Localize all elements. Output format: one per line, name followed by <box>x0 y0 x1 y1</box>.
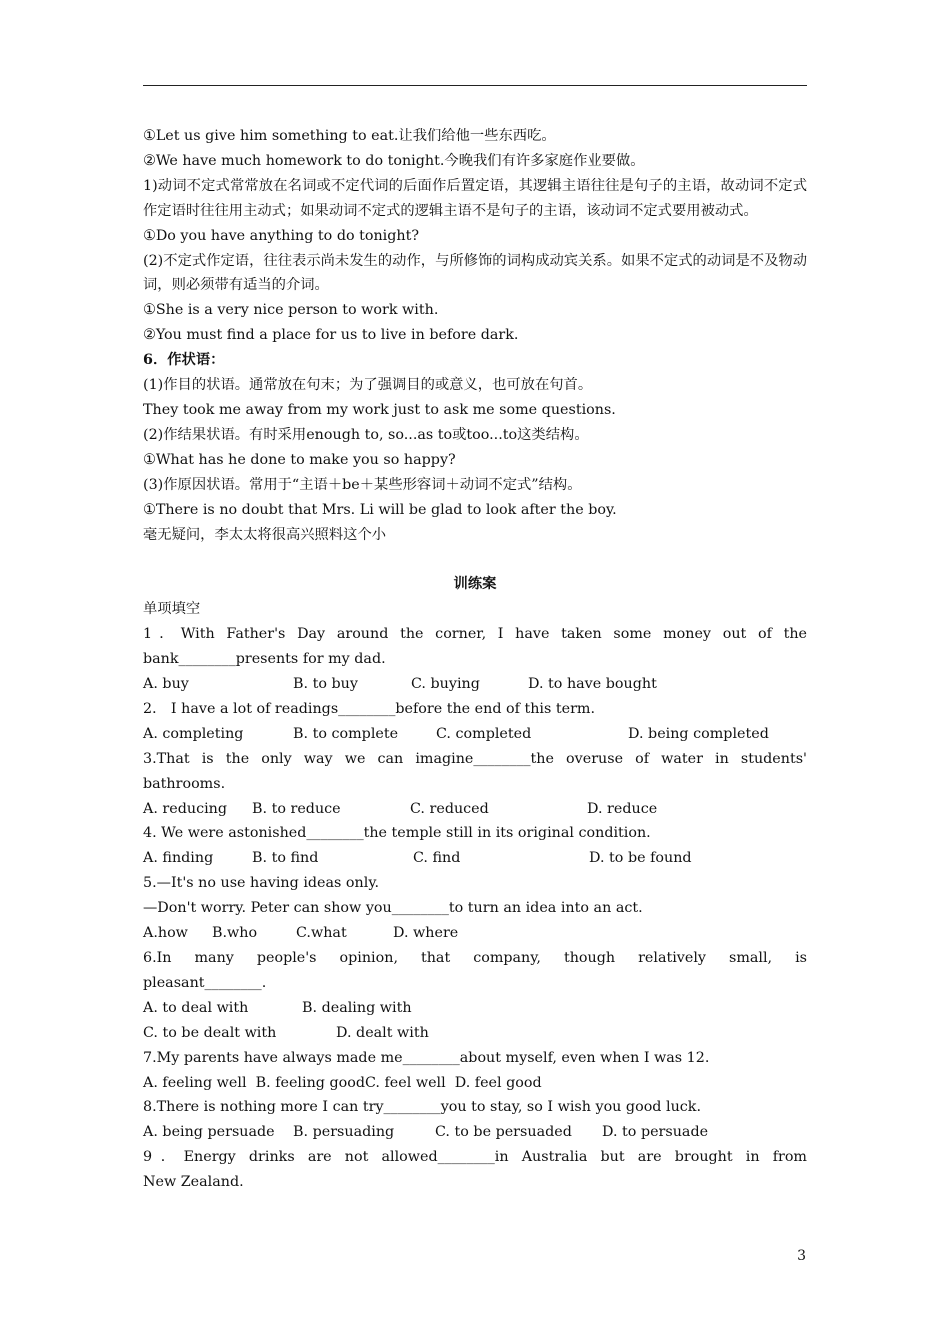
option: B. to buy <box>293 676 358 693</box>
question-2-options <box>143 722 807 747</box>
adverbial-result: (2)作结果状语。有时采用enough to, so...as to或too...to这类结构。 <box>143 426 589 443</box>
example-let-us: ①Let us give him something to eat.让我们给他一些东西吃。 <box>143 128 556 144</box>
example-no-doubt-translation: 毫无疑问，李太太将很高兴照料这个小 <box>143 526 387 543</box>
option: A. buy <box>143 676 189 693</box>
option: D. to have bought <box>528 676 657 693</box>
question-3-line-1: 3.That is the only way we can imagine________the overuse of water in students' <box>143 750 807 767</box>
question-8: 8.There is nothing more I can try________you to stay, so I wish you good luck. <box>143 1099 701 1116</box>
option: A. completing <box>143 725 244 742</box>
question-5-options <box>143 921 807 946</box>
question-6-options-row-1 <box>143 996 807 1021</box>
option: C. find <box>413 850 461 867</box>
question-6-line-2: pleasant________. <box>143 974 267 991</box>
question-9-line-2: New Zealand. <box>143 1174 244 1191</box>
option: A. finding <box>143 850 214 867</box>
question-7-options: A. feeling well B. feeling goodC. feel well D. feel good <box>143 1074 542 1091</box>
option: C. to be persuaded <box>435 1124 572 1141</box>
option: D. where <box>393 925 459 942</box>
option: D. being completed <box>628 725 769 742</box>
rule-2: (2)不定式作定语，往往表示尚未发生的动作，与所修饰的词构成动宾关系。如果不定式的动词是不及物动词，则必须带有适当的介词。 <box>143 252 807 294</box>
question-3-line-2: bathrooms. <box>143 775 226 792</box>
question-6-line-1: 6.In many people's opinion, that company, though relatively small, is <box>143 950 807 966</box>
option: C. completed <box>436 725 532 742</box>
question-2: 2． I have a lot of readings________before the end of this term. <box>143 700 596 717</box>
option: C.what <box>296 925 347 942</box>
option: B. to reduce <box>252 800 341 817</box>
question-5-line-2: —Don't worry. Peter can show you________to turn an idea into an act. <box>143 900 643 917</box>
rule-1: 1)动词不定式常常放在名词或不定代词的后面作后置定语，其逻辑主语往往是句子的主语，故动词不定式作定语时往往用主动式；如果动词不定式的逻辑主语不是句子的主语，该动词不定式要用被动式。 <box>143 177 807 219</box>
option: A. being persuade <box>143 1124 275 1141</box>
example-no-doubt: ①There is no doubt that Mrs. Li will be glad to look after the boy. <box>143 501 617 518</box>
option: D. reduce <box>587 800 658 817</box>
question-3-options <box>143 797 807 822</box>
option: A.how <box>143 925 188 942</box>
adverbial-cause: (3)作原因状语。常用于“主语＋be＋某些形容词＋动词不定式”结构。 <box>143 476 582 493</box>
option: C. buying <box>411 676 480 693</box>
option: B.who <box>212 925 258 942</box>
question-8-options <box>143 1120 807 1145</box>
question-7: 7.My parents have always made me________about myself, even when I was 12. <box>143 1049 710 1066</box>
example-took-away: They took me away from my work just to ask me some questions. <box>143 401 616 418</box>
option: B. to find <box>252 850 319 867</box>
section-subtitle: 单项填空 <box>143 601 201 618</box>
option: C. to be dealt with <box>143 1024 277 1041</box>
page-number: 3 <box>797 1248 806 1264</box>
question-4-options <box>143 846 807 871</box>
option: D. to be found <box>589 850 692 867</box>
question-6-options-row-2 <box>143 1021 807 1046</box>
question-1-line-2: bank________presents for my dad. <box>143 651 386 668</box>
option: D. to persuade <box>602 1124 709 1141</box>
option: B. to complete <box>293 725 399 742</box>
heading-adverbial: 6．作状语： <box>143 352 225 369</box>
option: D. dealt with <box>336 1024 429 1041</box>
question-1-line-1: 1．With Father's Day around the corner, I have taken some money out of the <box>143 626 807 643</box>
section-title: 训练案 <box>453 576 497 593</box>
document-body <box>143 124 807 1195</box>
option: B. persuading <box>293 1124 395 1141</box>
option: C. reduced <box>410 800 489 817</box>
example-work-with: ①She is a very nice person to work with. <box>143 302 439 319</box>
option: A. to deal with <box>143 999 249 1016</box>
example-homework: ②We have much homework to do tonight.今晚我们有许多家庭作业要做。 <box>143 152 645 169</box>
question-9-line-1: 9．Energy drinks are not allowed________in Australia but are brought in from <box>143 1149 807 1166</box>
question-5-line-1: 5.—It's no use having ideas only. <box>143 875 380 892</box>
example-happy: ①What has he done to make you so happy? <box>143 451 456 468</box>
header-rule <box>143 85 807 86</box>
option: A. reducing <box>143 800 228 817</box>
example-anything: ①Do you have anything to do tonight? <box>143 227 420 244</box>
option: B. dealing with <box>302 999 412 1016</box>
adverbial-purpose: (1)作目的状语。通常放在句末；为了强调目的或意义，也可放在句首。 <box>143 377 593 394</box>
question-4: 4. We were astonished________the temple still in its original condition. <box>143 825 651 842</box>
question-1-options <box>143 672 807 697</box>
example-live-in: ②You must find a place for us to live in before dark. <box>143 327 519 344</box>
